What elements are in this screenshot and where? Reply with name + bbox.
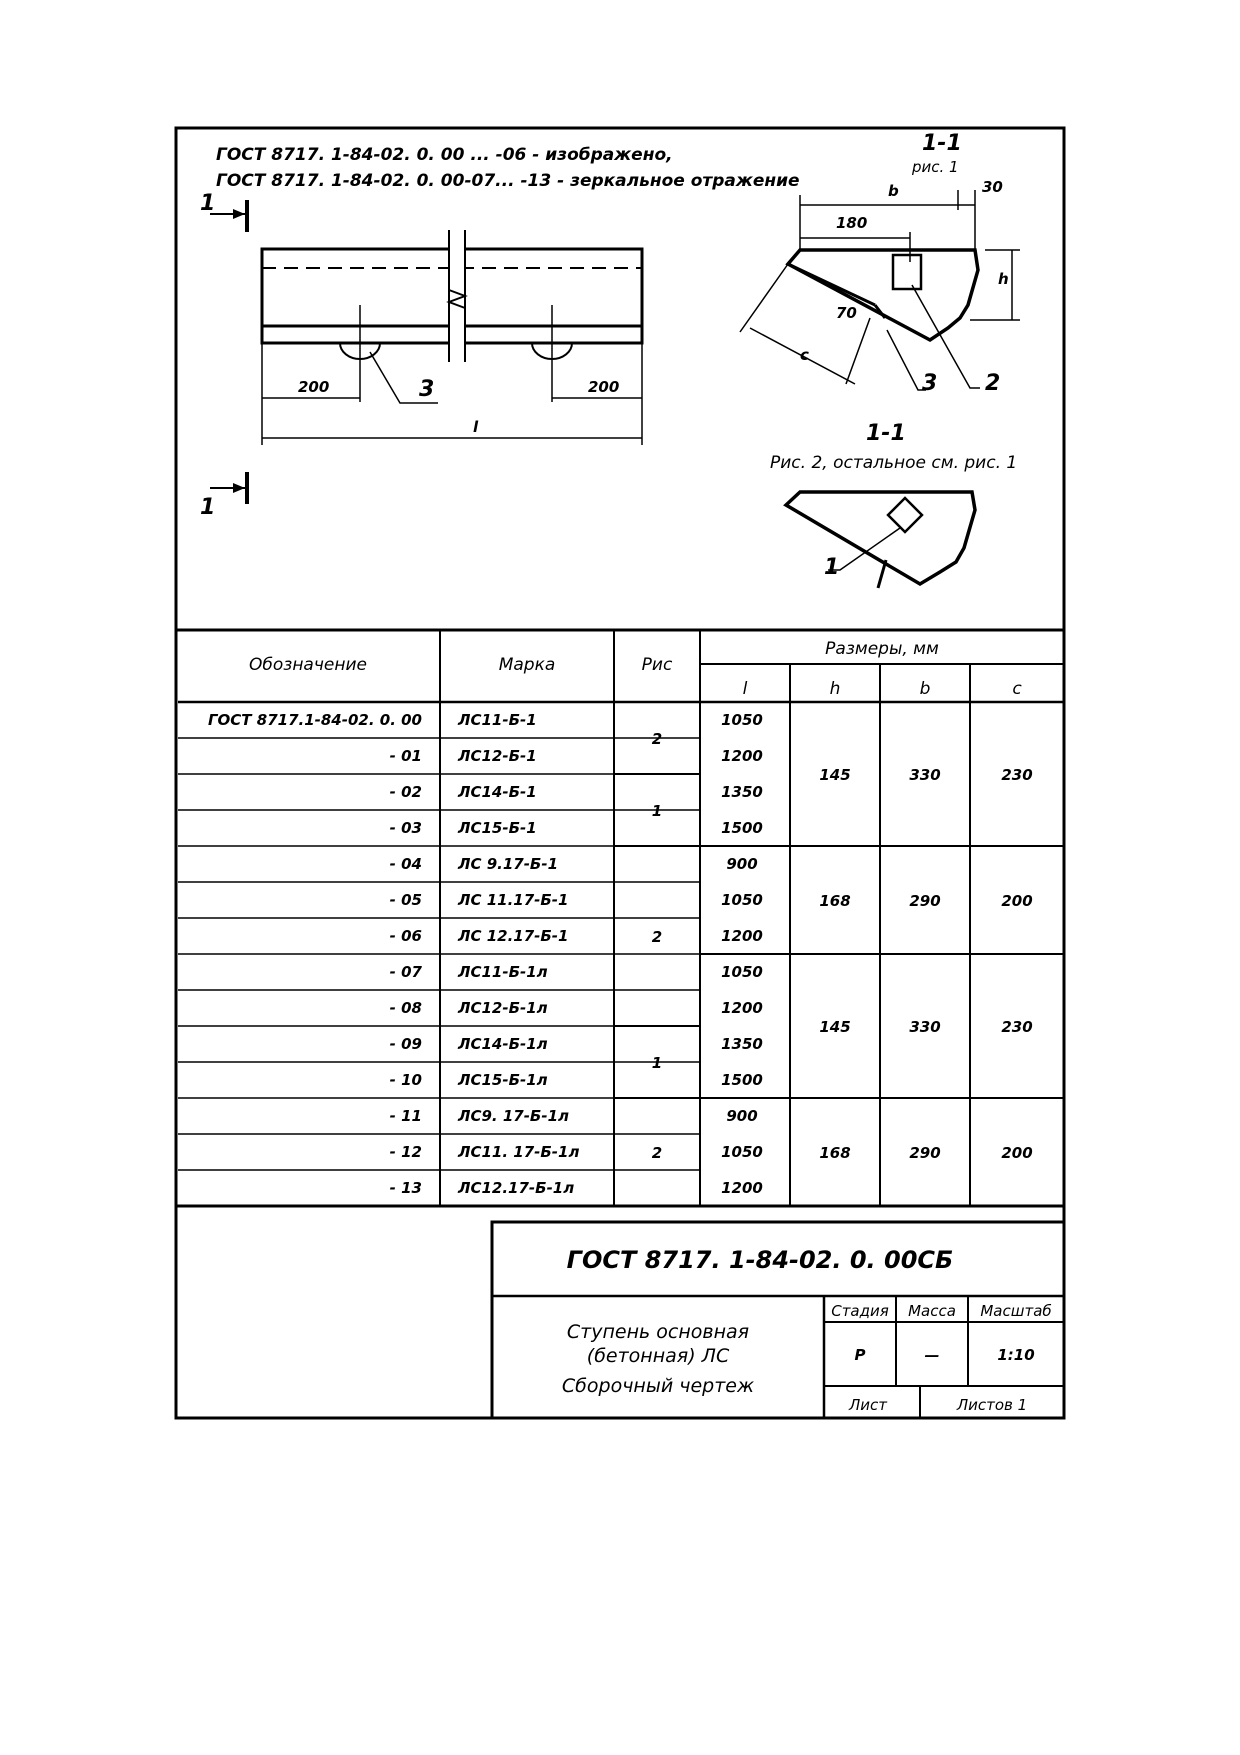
fig1-label: рис. 1 bbox=[912, 158, 959, 176]
length-cell: 1050 bbox=[721, 891, 763, 909]
section-arrow-bottom bbox=[200, 472, 247, 520]
section-fig1 bbox=[740, 190, 1020, 390]
mass-value: — bbox=[924, 1346, 940, 1364]
doc-name-line-2: (бетонная) ЛС bbox=[586, 1345, 730, 1367]
designation-cell: - 04 bbox=[389, 855, 422, 873]
header-c: c bbox=[1012, 679, 1022, 699]
mark-cell: ЛС15-Б-1 bbox=[458, 819, 537, 837]
dim-30: 30 bbox=[982, 178, 1003, 196]
section-view-title-1: 1-1 bbox=[922, 131, 962, 156]
mark-cell: ЛС14-Б-1л bbox=[458, 1035, 548, 1053]
header-sizes: Размеры, мм bbox=[825, 639, 939, 659]
length-cell: 1050 bbox=[721, 711, 763, 729]
c-cell: 230 bbox=[1001, 1018, 1033, 1036]
fig-cell: 1 bbox=[651, 1054, 663, 1072]
h-cell: 145 bbox=[819, 766, 851, 784]
mark-cell: ЛС12-Б-1л bbox=[458, 999, 548, 1017]
length-cell: 1500 bbox=[721, 1071, 763, 1089]
doc-name-line-1: Ступень основная bbox=[566, 1321, 750, 1343]
front-view bbox=[262, 230, 642, 445]
header-l: l bbox=[742, 679, 748, 699]
designation-cell: - 01 bbox=[389, 747, 422, 765]
designation-cell: - 07 bbox=[389, 963, 422, 981]
dim-200-right: 200 bbox=[588, 378, 620, 396]
b-cell: 290 bbox=[909, 892, 941, 910]
mark-cell: ЛС 12.17-Б-1 bbox=[458, 927, 569, 945]
section-arrow-top bbox=[200, 191, 247, 232]
length-cell: 900 bbox=[726, 855, 758, 873]
designation-cell: - 03 bbox=[389, 819, 422, 837]
callout-2-section: 2 bbox=[985, 371, 1001, 396]
designation-cell: - 02 bbox=[389, 783, 422, 801]
designation-cell: - 12 bbox=[389, 1143, 422, 1161]
designation-cell: - 05 bbox=[389, 891, 422, 909]
note-line-2: ГОСТ 8717. 1-84-02. 0. 00-07... -13 - зеркальное отражение bbox=[216, 171, 800, 191]
dim-70: 70 bbox=[836, 304, 857, 322]
mark-cell: ЛС14-Б-1 bbox=[458, 783, 537, 801]
mark-cell: ЛС 11.17-Б-1 bbox=[458, 891, 569, 909]
doc-name-line-3: Сборочный чертеж bbox=[561, 1375, 755, 1397]
section-fig2 bbox=[786, 492, 975, 588]
designation-cell: - 06 bbox=[389, 927, 422, 945]
mark-cell: ЛС12-Б-1 bbox=[458, 747, 537, 765]
b-cell: 290 bbox=[909, 1144, 941, 1162]
b-cell: 330 bbox=[909, 1018, 941, 1036]
mark-cell: ЛС15-Б-1л bbox=[458, 1071, 548, 1089]
designation-cell: - 09 bbox=[389, 1035, 422, 1053]
mass-label: Масса bbox=[908, 1302, 956, 1320]
length-cell: 1200 bbox=[721, 927, 763, 945]
header-h: h bbox=[829, 679, 841, 699]
fig-cell: 1 bbox=[651, 802, 663, 820]
c-cell: 200 bbox=[1001, 1144, 1033, 1162]
sheets-label: Листов 1 bbox=[956, 1396, 1028, 1414]
b-cell: 330 bbox=[909, 766, 941, 784]
mark-cell: ЛС12.17-Б-1л bbox=[458, 1179, 575, 1197]
length-cell: 1350 bbox=[721, 783, 763, 801]
designation-cell: - 11 bbox=[389, 1107, 422, 1125]
scale-label: Масштаб bbox=[980, 1302, 1052, 1320]
designation-cell: - 13 bbox=[389, 1179, 422, 1197]
h-cell: 145 bbox=[819, 1018, 851, 1036]
designation-cell: ГОСТ 8717.1-84-02. 0. 00 bbox=[207, 711, 422, 729]
dim-h: h bbox=[998, 270, 1009, 288]
designation-cell: - 10 bbox=[389, 1071, 422, 1089]
callout-1-section: 1 bbox=[824, 555, 840, 580]
length-cell: 1200 bbox=[721, 747, 763, 765]
h-cell: 168 bbox=[819, 1144, 851, 1162]
dim-l: l bbox=[473, 418, 479, 436]
h-cell: 168 bbox=[819, 892, 851, 910]
c-cell: 200 bbox=[1001, 892, 1033, 910]
mark-cell: ЛС11-Б-1 bbox=[458, 711, 537, 729]
dim-180: 180 bbox=[836, 214, 868, 232]
length-cell: 900 bbox=[726, 1107, 758, 1125]
length-cell: 1350 bbox=[721, 1035, 763, 1053]
length-cell: 1500 bbox=[721, 819, 763, 837]
mark-cell: ЛС11-Б-1л bbox=[458, 963, 548, 981]
fig-cell: 2 bbox=[651, 730, 663, 748]
mark-cell: ЛС9. 17-Б-1л bbox=[458, 1107, 570, 1125]
callout-3-section: 3 bbox=[922, 371, 938, 396]
length-cell: 1200 bbox=[721, 999, 763, 1017]
dim-c: c bbox=[800, 346, 809, 364]
header-fig: Рис bbox=[641, 655, 673, 675]
section-mark-bottom: 1 bbox=[200, 495, 216, 520]
section-mark-top: 1 bbox=[200, 191, 216, 216]
note-line-1: ГОСТ 8717. 1-84-02. 0. 00 ... -06 - изображено, bbox=[216, 145, 673, 165]
dim-200-left: 200 bbox=[298, 378, 330, 396]
dim-b: b bbox=[888, 182, 899, 200]
fig-cell: 2 bbox=[651, 928, 663, 946]
c-cell: 230 bbox=[1001, 766, 1033, 784]
doc-code: ГОСТ 8717. 1-84-02. 0. 00СБ bbox=[566, 1246, 954, 1274]
fig-cell: 2 bbox=[651, 1144, 663, 1162]
stage-value: Р bbox=[854, 1346, 866, 1364]
mark-cell: ЛС11. 17-Б-1л bbox=[458, 1143, 580, 1161]
fig2-caption: Рис. 2, остальное см. рис. 1 bbox=[770, 453, 1018, 473]
designation-cell: - 08 bbox=[389, 999, 422, 1017]
header-mark: Марка bbox=[498, 655, 556, 675]
header-designation: Обозначение bbox=[249, 655, 367, 675]
callout-3-front: 3 bbox=[419, 377, 435, 402]
length-cell: 1050 bbox=[721, 1143, 763, 1161]
header-b: b bbox=[919, 679, 931, 699]
length-cell: 1050 bbox=[721, 963, 763, 981]
sheet-label: Лист bbox=[848, 1396, 888, 1414]
scale-value: 1:10 bbox=[997, 1346, 1035, 1364]
length-cell: 1200 bbox=[721, 1179, 763, 1197]
section-view-title-2: 1-1 bbox=[866, 421, 906, 446]
mark-cell: ЛС 9.17-Б-1 bbox=[458, 855, 559, 873]
stage-label: Стадия bbox=[831, 1302, 889, 1320]
